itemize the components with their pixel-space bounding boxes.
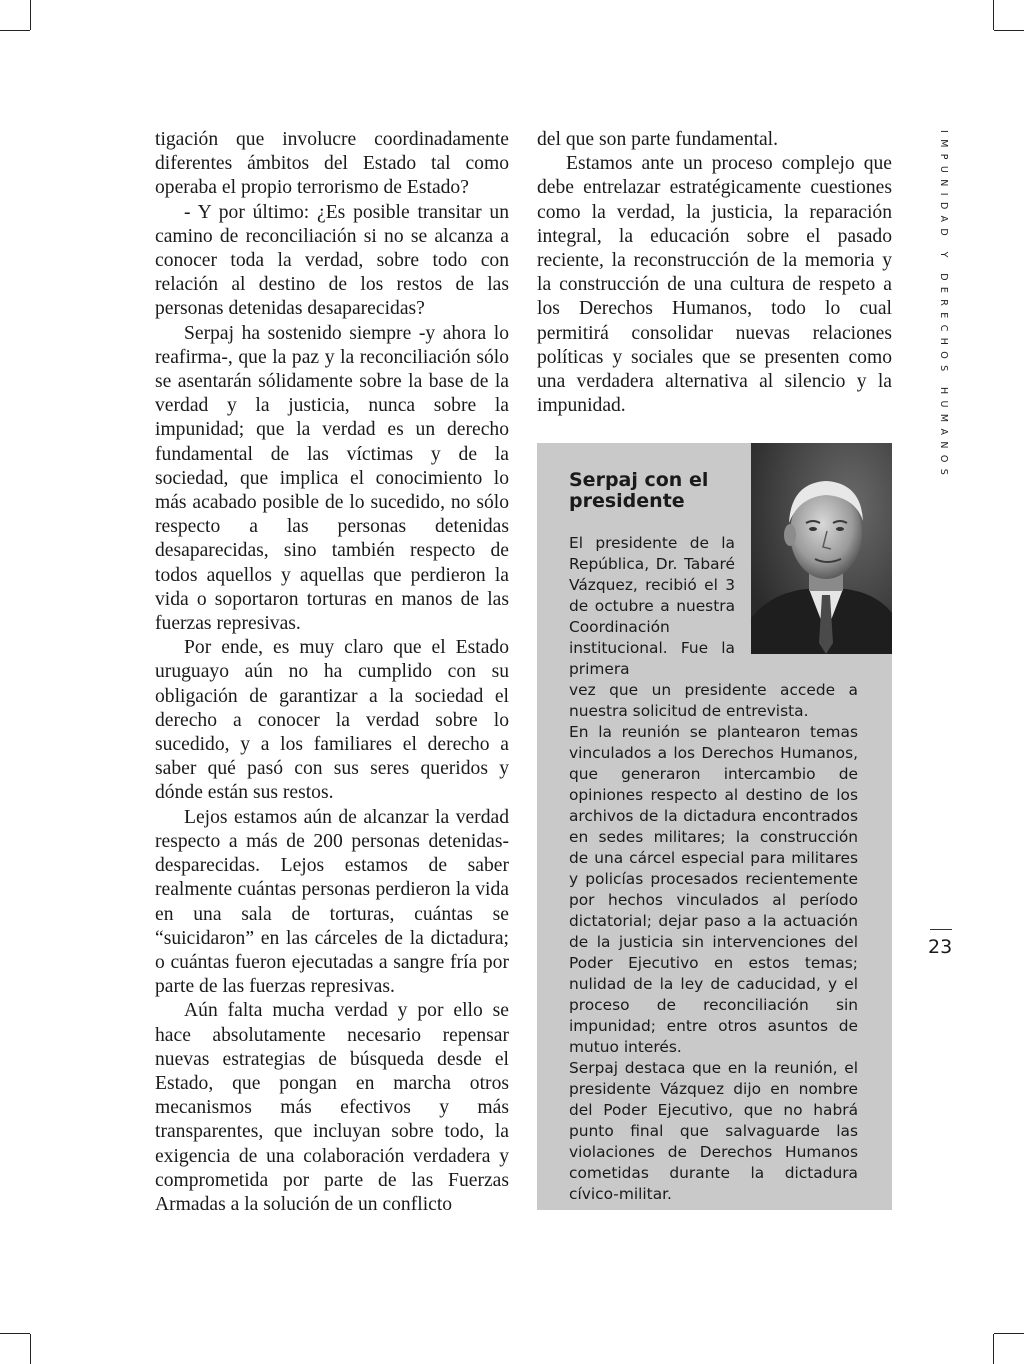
- crop-mark-bottom-right-vertical: [993, 1334, 994, 1364]
- paragraph: Lejos estamos aún de alcanzar la verdad respecto a más de 200 personas detenidas-desparecidas. Lejos estamos de saber realmente cuántas personas perdieron la vida en una sala de torturas, cuántas se “suicidaron” en las cárceles de la dictadura; o cuántas fueron ejecutadas a sangre fría por parte de las fuerzas represivas.: [155, 806, 509, 998]
- paragraph: Estamos ante un proceso complejo que debe entrelazar estratégicamente cuestiones como la verdad, la justicia, la reparación integral, la educación sobre el pasado reciente, la reconstrucción de la memoria y la construcción de una cultura de respeto a los Derechos Humanos, todo lo cual permitirá consolidar nuevas relaciones políticas y sociales que se presenten como una verdadera alternativa al silencio y la impunidad.: [537, 153, 892, 417]
- paragraph: Serpaj ha sostenido siempre -y ahora lo reafirma-, que la paz y la reconciliación sólo se asentarán sólidamente sobre la base de la verdad y la justicia, nunca sobre la impunidad; que la verdad es un derecho fundamental de las víctimas y de la sociedad, que implica el conocimiento lo más acabado posible de lo sucedido, no sólo respecto a las personas detenidas desaparecidas, sino también respecto de todos aquellos y aquellas que perdieron la vida o soportaron torturas en manos de las fuerzas represivas.: [155, 322, 509, 635]
- crop-mark-top-right-horizontal: [994, 30, 1024, 31]
- crop-mark-top-left-horizontal: [0, 30, 30, 31]
- folio-rule: [930, 929, 952, 930]
- paragraph: - Y por último: ¿Es posible transitar un camino de reconciliación si no se alcanza a conocer toda la verdad, sobre todo con relación al destino de los restos de las personas detenidas desaparecidas?: [155, 201, 509, 320]
- paragraph: Aún falta mucha verdad y por ello se hace absolutamente necesario repensar nuevas estrategias de búsqueda desde el Estado, que pongan en marcha otros mecanismos más efectivos y más transparentes, que incluyan sobre todo, la exigencia de una colaboración verdadera y comprometida por parte de las Fuerzas Armadas a la solución de un conflicto: [155, 1000, 509, 1215]
- sidebar-paragraph: Serpaj destaca que en la reunión, el presidente Vázquez dijo en nombre del Poder Ejecutivo, que no habrá punto final que salvaguarde las violaciones de Derechos Humanos cometidas durante la dictadura cívico-militar.: [569, 1059, 858, 1203]
- sidebar-body: [569, 533, 858, 1205]
- paragraph: Por ende, es muy claro que el Estado uruguayo aún no ha cumplido con su obligación de garantizar a la sociedad el derecho a conocer la verdad sobre lo sucedido, y a los familiares el derecho a saber qué pasó con sus seres queridos y dónde están sus restos.: [155, 637, 509, 804]
- right-text-column: [537, 128, 892, 418]
- left-text-column: [155, 128, 509, 1217]
- sidebar-title: Serpaj con el presidente: [569, 469, 709, 512]
- sidebar-paragraph: En la reunión se plantearon temas vinculados a los Derechos Humanos, que generaron intercambio de opiniones respecto al destino de los archivos de la dictadura encontrados en sedes militares; la construcción de una cárcel especial para militares y policías procesados recientemente por hechos vinculados al período dictatorial; dejar paso a la actuación de la justicia sin intervenciones del Poder Ejecutivo en estos temas; nulidad de la ley de caducidad, y el proceso de reconciliación sin impunidad; entre otros asuntos de mutuo interés.: [569, 723, 858, 1056]
- crop-mark-bottom-left-vertical: [30, 1334, 31, 1364]
- sidebar-intro-wide: vez que un presidente accede a nuestra solicitud de entrevista.: [569, 681, 858, 720]
- page-number: 23: [928, 936, 953, 958]
- crop-mark-top-right-vertical: [993, 0, 994, 30]
- sidebar-paragraph: [569, 533, 858, 722]
- crop-mark-top-left-vertical: [30, 0, 31, 30]
- paragraph: del que son parte fundamental.: [537, 129, 779, 150]
- crop-mark-bottom-left-horizontal: [0, 1333, 30, 1334]
- crop-mark-bottom-right-horizontal: [994, 1333, 1024, 1334]
- sidebar-box: [537, 443, 892, 1210]
- running-head: IMPUNIDAD Y DERECHOS HUMANOS: [938, 130, 949, 482]
- sidebar-intro-narrow: El presidente de la República, Dr. Tabaré Vázquez, recibió el 3 de octubre a nuestra Coordinación institucional. Fue la primera: [569, 534, 735, 678]
- paragraph: tigación que involucre coordinadamente diferentes ámbitos del Estado tal como operaba el propio terrorismo de Estado?: [155, 129, 509, 199]
